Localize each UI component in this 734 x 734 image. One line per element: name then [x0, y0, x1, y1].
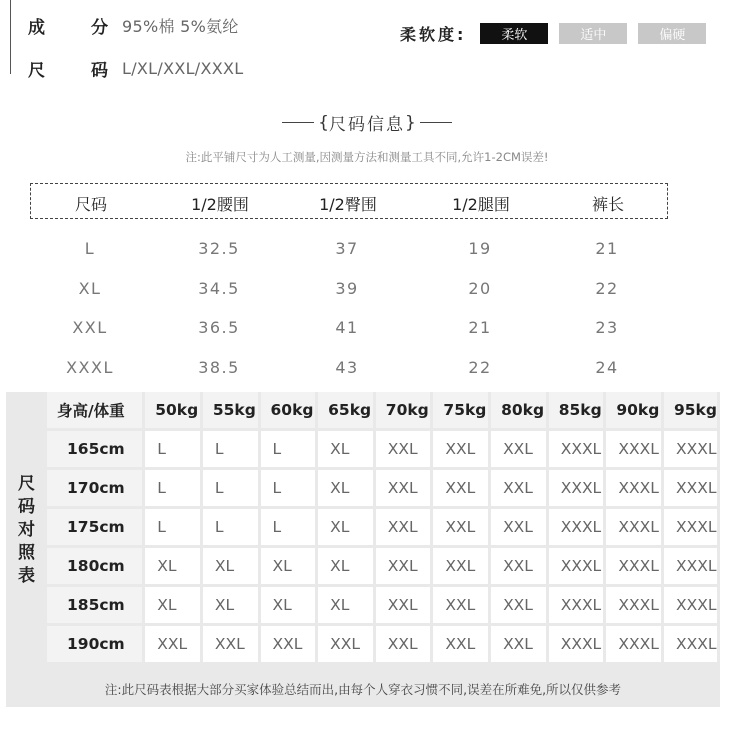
size-cell: XXL	[376, 587, 434, 626]
size-info-cell: 24	[595, 358, 619, 377]
size-cell: XXXL	[606, 548, 664, 587]
size-info-cell: 32.5	[198, 239, 240, 258]
size-cell: XXL	[376, 509, 434, 548]
size-range-value: L/XL/XXL/XXXL	[122, 58, 244, 78]
size-cell: L	[261, 470, 319, 509]
size-cell: XXXL	[606, 626, 664, 665]
size-chart-header-row	[47, 392, 720, 431]
size-cell: L	[261, 431, 319, 470]
size-cell: XL	[261, 587, 319, 626]
size-cell: L	[145, 431, 203, 470]
weight-header-cell: 80kg	[491, 392, 549, 431]
weight-header-cell: 85kg	[549, 392, 607, 431]
size-cell: XXL	[433, 470, 491, 509]
size-cell: XXL	[203, 626, 261, 665]
side-label-char: 照	[18, 542, 35, 563]
softness-option-1: 适中	[559, 23, 627, 44]
size-info-header-cell: 1/2腰围	[191, 195, 249, 214]
size-info-header	[30, 183, 668, 219]
size-cell: XL	[203, 548, 261, 587]
size-cell: XXXL	[606, 470, 664, 509]
title-brace-right: }	[405, 112, 416, 133]
size-chart-row	[47, 626, 720, 665]
size-cell: XL	[145, 587, 203, 626]
size-chart-row	[47, 431, 720, 470]
size-info-cell: 22	[468, 358, 492, 377]
size-info-cell: 36.5	[198, 318, 240, 337]
size-info-cell: 19	[468, 239, 492, 258]
height-weight-corner: 身高/体重	[47, 392, 145, 431]
size-cell: L	[261, 509, 319, 548]
size-cell: XXXL	[549, 587, 607, 626]
size-cell: XXXL	[549, 431, 607, 470]
size-cell: XXL	[433, 626, 491, 665]
left-divider	[10, 0, 11, 74]
size-cell: XL	[318, 431, 376, 470]
size-cell: XXL	[145, 626, 203, 665]
size-chart-row	[47, 470, 720, 509]
side-label-char: 码	[18, 496, 35, 517]
size-chart-side-label	[6, 392, 47, 668]
softness-options	[480, 23, 717, 44]
size-cell: XXL	[491, 587, 549, 626]
size-chart-note: 注:此尺码表根据大部分买家体验总结而出,由每个人穿衣习惯不同,误差在所难免,所以仅供参考	[104, 682, 622, 697]
size-cell: XL	[145, 548, 203, 587]
height-cell: 180cm	[47, 548, 145, 587]
size-cell: XXXL	[664, 548, 720, 587]
size-info-header-cell: 尺码	[74, 195, 107, 214]
size-cell: L	[145, 470, 203, 509]
size-cell: XXL	[491, 509, 549, 548]
side-label-char: 表	[18, 565, 35, 586]
size-info-cell: 21	[595, 239, 619, 258]
side-label-char: 对	[18, 519, 35, 540]
size-chart-grid	[47, 392, 720, 665]
size-info-header-cell: 裤长	[591, 195, 624, 214]
size-cell: XXL	[376, 470, 434, 509]
size-cell: L	[203, 431, 261, 470]
weight-header-cell: 55kg	[203, 392, 261, 431]
size-cell: XXL	[491, 431, 549, 470]
softness-option-0: 柔软	[480, 23, 548, 44]
size-info-cell: 21	[468, 318, 492, 337]
size-chart-row	[47, 509, 720, 548]
height-cell: 185cm	[47, 587, 145, 626]
measurement-note: 注:此平铺尺寸为人工测量,因测量方法和测量工具不同,允许1-2CM误差!	[185, 150, 549, 164]
height-cell: 190cm	[47, 626, 145, 665]
size-cell: XXL	[491, 626, 549, 665]
size-cell: XXXL	[664, 587, 720, 626]
softness-label: 柔软度:	[400, 25, 467, 44]
size-cell: XXL	[261, 626, 319, 665]
size-chart	[6, 392, 720, 707]
height-cell: 170cm	[47, 470, 145, 509]
size-cell: XXXL	[549, 509, 607, 548]
size-range-label: 尺 码	[28, 60, 108, 81]
size-cell: XXL	[433, 587, 491, 626]
softness-indicator	[400, 22, 717, 45]
size-chart-row	[47, 587, 720, 626]
weight-header-cell: 75kg	[433, 392, 491, 431]
size-cell: L	[203, 509, 261, 548]
size-info-cell: XL	[78, 279, 102, 298]
size-cell: XXXL	[606, 509, 664, 548]
weight-header-cell: 90kg	[606, 392, 664, 431]
size-info-cell: XXXL	[66, 358, 114, 377]
side-label-char: 尺	[18, 473, 35, 494]
size-info-cell: 23	[595, 318, 619, 337]
size-cell: XXXL	[606, 431, 664, 470]
weight-header-cell: 65kg	[318, 392, 376, 431]
size-cell: XXL	[376, 626, 434, 665]
size-chart-row	[47, 548, 720, 587]
composition-label: 成 分	[28, 17, 108, 38]
size-info-cell: 20	[468, 279, 492, 298]
size-cell: XXXL	[549, 548, 607, 587]
size-cell: XXL	[491, 470, 549, 509]
size-cell: XL	[318, 587, 376, 626]
size-cell: XL	[203, 587, 261, 626]
height-cell: 175cm	[47, 509, 145, 548]
softness-option-2: 偏硬	[638, 23, 706, 44]
size-info-header-cell: 1/2腿围	[452, 195, 510, 214]
size-cell: XXXL	[664, 470, 720, 509]
size-cell: XXL	[433, 509, 491, 548]
size-cell: XL	[261, 548, 319, 587]
size-cell: XXL	[433, 548, 491, 587]
size-cell: XXXL	[664, 626, 720, 665]
size-info-row	[30, 318, 668, 342]
weight-header-cell: 50kg	[145, 392, 203, 431]
weight-header-cell: 70kg	[376, 392, 434, 431]
size-cell: XL	[318, 548, 376, 587]
height-cell: 165cm	[47, 431, 145, 470]
title-brace-left: {	[318, 112, 329, 133]
size-info-cell: 38.5	[198, 358, 240, 377]
size-info-title	[0, 110, 734, 135]
size-cell: XXXL	[549, 470, 607, 509]
size-info-row	[30, 358, 668, 382]
weight-header-cell: 60kg	[261, 392, 319, 431]
size-info-cell: 37	[335, 239, 359, 258]
size-info-cell: 22	[595, 279, 619, 298]
size-cell: XXL	[376, 431, 434, 470]
size-cell: XXXL	[549, 626, 607, 665]
size-info-cell: L	[84, 239, 96, 258]
weight-header-cell: 95kg	[664, 392, 720, 431]
composition-value: 95%棉 5%氨纶	[122, 16, 239, 36]
size-info-row	[30, 239, 668, 263]
size-cell: XL	[318, 509, 376, 548]
size-info-row	[30, 279, 668, 303]
size-info-title-text: 尺码信息	[329, 115, 405, 135]
size-info-header-cell: 1/2臀围	[319, 195, 377, 214]
size-info-cell: 39	[335, 279, 359, 298]
size-info-cell: 41	[335, 318, 359, 337]
size-cell: XXXL	[664, 431, 720, 470]
composition-row	[28, 12, 239, 38]
size-cell: L	[145, 509, 203, 548]
size-cell: XXL	[433, 431, 491, 470]
size-cell: XXXL	[664, 509, 720, 548]
size-cell: XXXL	[606, 587, 664, 626]
size-info-cell: 43	[335, 358, 359, 377]
title-dash-right	[420, 122, 452, 123]
size-cell: XXL	[376, 548, 434, 587]
size-range-row	[28, 55, 244, 81]
title-dash-left	[282, 122, 314, 123]
size-info-cell: 34.5	[198, 279, 240, 298]
size-cell: XL	[318, 470, 376, 509]
size-cell: XXL	[491, 548, 549, 587]
size-cell: L	[203, 470, 261, 509]
size-cell: XXL	[318, 626, 376, 665]
size-info-cell: XXL	[72, 318, 108, 337]
